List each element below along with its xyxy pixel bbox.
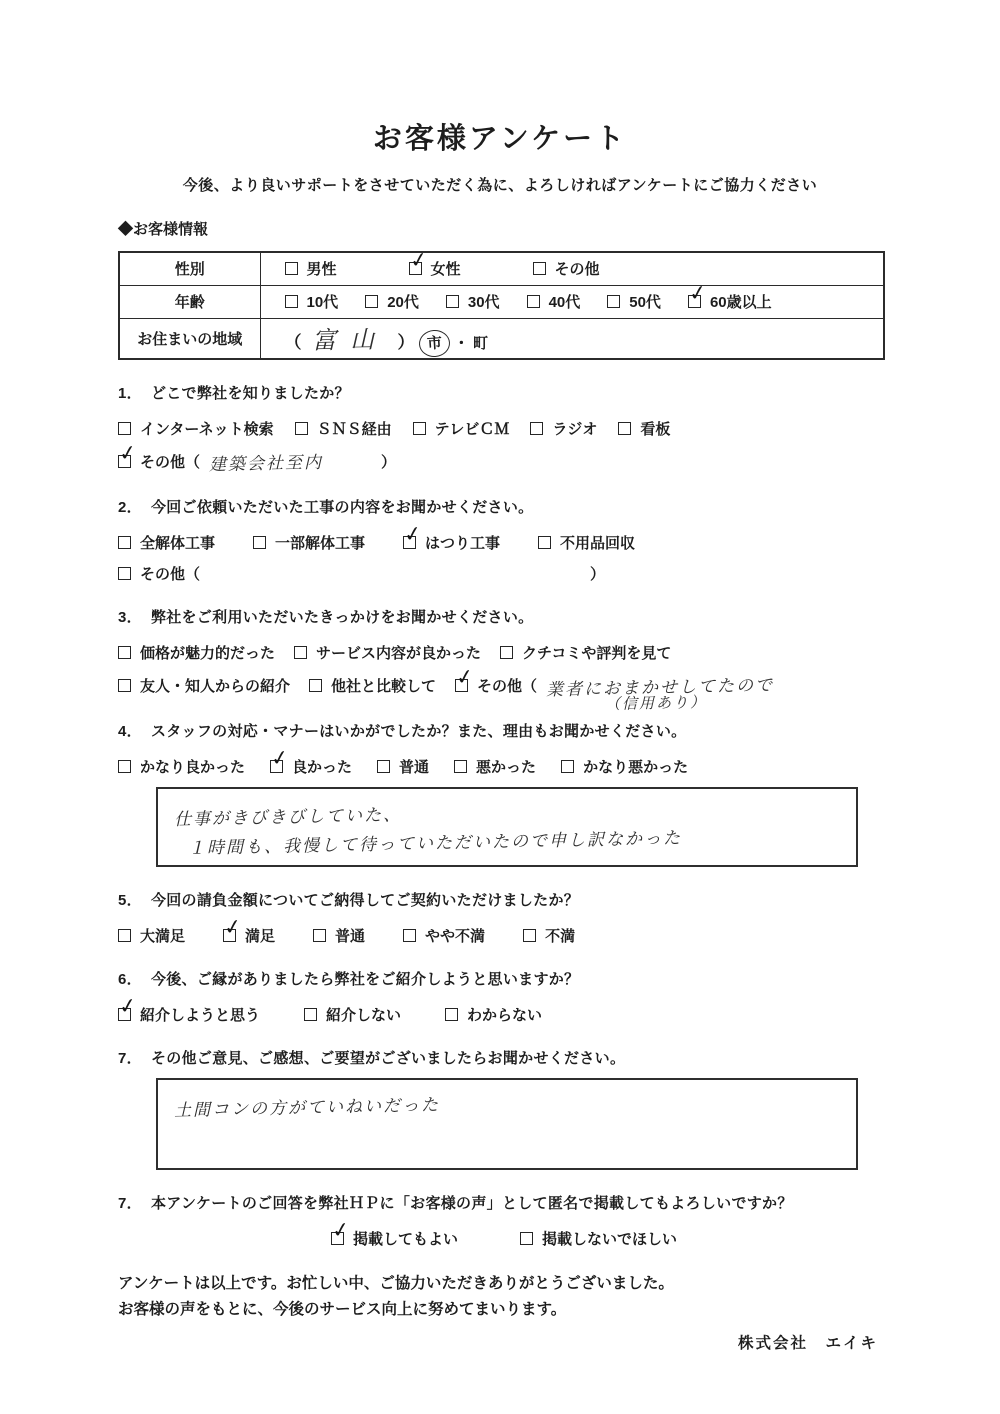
option-label: 40代 bbox=[548, 294, 581, 311]
question-text: 本アンケートのご回答を弊社ＨＰに「お客様の声」として匿名で掲載してもよろしいですか？ bbox=[150, 1194, 793, 1212]
info-row-label: 年齢 bbox=[119, 285, 260, 318]
check-mark-icon: ✓ bbox=[407, 247, 429, 274]
checkbox-option[interactable] bbox=[117, 992, 261, 1025]
paren-close: ） bbox=[590, 565, 606, 583]
checkbox-option[interactable] bbox=[118, 925, 185, 946]
checkbox-icon[interactable] bbox=[403, 929, 416, 942]
question-title bbox=[118, 382, 890, 403]
checkbox-icon[interactable] bbox=[413, 422, 426, 435]
checkbox-icon[interactable] bbox=[285, 262, 298, 275]
question-1 bbox=[118, 382, 890, 474]
info-row-label: 性別 bbox=[119, 252, 260, 285]
checkbox-option[interactable] bbox=[222, 913, 276, 946]
option-label: 掲載しないでほしい bbox=[542, 1230, 678, 1248]
checkbox-option[interactable] bbox=[295, 418, 392, 439]
question-title bbox=[118, 606, 890, 627]
checkbox-checked-icon[interactable] bbox=[222, 913, 244, 942]
question-title bbox=[118, 496, 890, 517]
checkbox-icon[interactable] bbox=[309, 679, 322, 692]
checkbox-icon[interactable] bbox=[304, 1008, 317, 1021]
checkbox-icon[interactable] bbox=[295, 422, 308, 435]
paren-close: ） bbox=[381, 453, 397, 471]
question-title bbox=[118, 1192, 890, 1213]
check-mark-icon: ✓ bbox=[222, 913, 244, 940]
question-number: 3． bbox=[118, 608, 142, 626]
closing-note bbox=[118, 1271, 890, 1323]
checkbox-option[interactable] bbox=[304, 1004, 401, 1025]
checkbox-option[interactable] bbox=[454, 663, 775, 713]
option-label: 悪かった bbox=[476, 758, 537, 776]
checkbox-icon[interactable] bbox=[285, 295, 298, 308]
checkbox-icon[interactable] bbox=[377, 760, 390, 773]
checkbox-option[interactable] bbox=[118, 563, 605, 584]
option-label: 大満足 bbox=[140, 927, 186, 945]
option-label: その他（ bbox=[477, 677, 538, 695]
question-text: 今回の請負金額についてご納得してご契約いただけましたか？ bbox=[150, 891, 580, 909]
checkbox-option[interactable] bbox=[117, 439, 397, 474]
option-label: 20代 bbox=[387, 294, 419, 311]
option-row bbox=[118, 563, 890, 584]
question-7 bbox=[118, 1047, 890, 1170]
option-label: その他 bbox=[554, 261, 600, 279]
question-text: その他ご意見、ご感想、ご要望がございましたらお聞かせください。 bbox=[150, 1049, 626, 1067]
checkbox-option[interactable] bbox=[269, 744, 353, 777]
checkbox-checked-icon[interactable] bbox=[402, 520, 424, 549]
checkbox-option[interactable] bbox=[309, 675, 436, 696]
info-row-value bbox=[260, 279, 884, 318]
option-row bbox=[118, 418, 890, 439]
checkbox-option[interactable] bbox=[118, 532, 215, 553]
checkbox-icon[interactable] bbox=[445, 1008, 458, 1021]
handwritten-answer-line2: （信用あり） bbox=[604, 693, 708, 713]
info-row-value bbox=[260, 318, 884, 359]
questions-section bbox=[118, 382, 890, 1249]
checkbox-option[interactable] bbox=[533, 258, 600, 279]
checkbox-checked-icon[interactable] bbox=[454, 663, 476, 692]
option-label: はつり工事 bbox=[425, 534, 501, 552]
question-number: 1． bbox=[118, 384, 142, 402]
option-label: クチコミや評判を見て bbox=[522, 644, 672, 662]
option-label: 男性 bbox=[306, 261, 337, 279]
checkbox-option[interactable] bbox=[285, 258, 337, 279]
checkbox-icon[interactable] bbox=[454, 760, 467, 773]
option-label: ＳＮＳ経由 bbox=[316, 420, 392, 438]
checkbox-option[interactable] bbox=[454, 756, 536, 777]
checkbox-icon[interactable] bbox=[118, 567, 131, 580]
blank-space bbox=[332, 461, 372, 462]
checkbox-option[interactable] bbox=[607, 291, 661, 312]
option-label: インターネット検索 bbox=[140, 420, 274, 438]
question-text: どこで弊社を知りましたか？ bbox=[150, 384, 350, 402]
checkbox-icon[interactable] bbox=[118, 760, 131, 773]
checkbox-icon[interactable] bbox=[446, 295, 459, 308]
option-label: 全解体工事 bbox=[140, 534, 216, 552]
question-number: 5． bbox=[118, 891, 142, 909]
question-text: 今後、ご縁がありましたら弊社をご紹介しようと思いますか？ bbox=[150, 970, 580, 988]
checkbox-icon[interactable] bbox=[313, 929, 326, 942]
question-title bbox=[118, 968, 890, 989]
checkbox-icon[interactable] bbox=[253, 536, 266, 549]
option-row bbox=[117, 439, 890, 474]
handwritten-answer: 建築会社至内 bbox=[208, 452, 324, 474]
company-name: 株式会社 エイキ bbox=[737, 1334, 878, 1352]
question-number: 2． bbox=[118, 498, 142, 516]
paren-close: ） bbox=[397, 332, 415, 352]
closing-note-line1: アンケートは以上です。お忙しい中、ご協力いただきありがとうございました。 bbox=[118, 1274, 674, 1292]
question-8 bbox=[118, 1192, 890, 1249]
checkbox-option[interactable] bbox=[523, 925, 575, 946]
checkbox-option[interactable] bbox=[446, 291, 500, 312]
question-title bbox=[118, 720, 890, 741]
checkbox-option[interactable] bbox=[294, 642, 481, 663]
option-label: テレビＣＭ bbox=[434, 420, 510, 438]
question-number: 7． bbox=[118, 1049, 142, 1067]
check-mark-icon: ✓ bbox=[117, 992, 139, 1019]
checkbox-option[interactable] bbox=[527, 291, 581, 312]
customer-info-table bbox=[118, 247, 885, 360]
checkbox-option[interactable] bbox=[285, 291, 339, 312]
checkbox-icon[interactable] bbox=[294, 646, 307, 659]
question-3 bbox=[118, 606, 890, 713]
comment-box[interactable] bbox=[156, 787, 858, 867]
checkbox-icon[interactable] bbox=[533, 262, 546, 275]
checkbox-option[interactable] bbox=[330, 1216, 458, 1249]
option-label: その他（ bbox=[140, 565, 201, 583]
option-label: 満足 bbox=[245, 927, 276, 945]
checkbox-option[interactable] bbox=[118, 675, 290, 696]
option-row bbox=[118, 642, 890, 663]
checkbox-option[interactable] bbox=[118, 418, 274, 439]
checkbox-icon[interactable] bbox=[527, 295, 540, 308]
option-label: 女性 bbox=[430, 261, 461, 279]
table-row bbox=[119, 252, 884, 285]
checkbox-icon[interactable] bbox=[118, 646, 131, 659]
handwritten-comment-line: 仕事がきびきびしていた、 bbox=[173, 804, 403, 829]
checkbox-option[interactable] bbox=[445, 1004, 542, 1025]
checkbox-icon[interactable] bbox=[538, 536, 551, 549]
checkbox-option[interactable] bbox=[402, 520, 501, 553]
option-label: 看板 bbox=[640, 420, 671, 438]
option-label: 紹介しない bbox=[326, 1006, 402, 1024]
checkbox-icon[interactable] bbox=[530, 422, 543, 435]
checkbox-option[interactable] bbox=[313, 925, 365, 946]
check-mark-icon: ✓ bbox=[330, 1216, 352, 1243]
question-text: スタッフの対応・マナーはいかがでしたか？また、理由もお聞かせください。 bbox=[150, 722, 687, 740]
option-label: その他（ bbox=[140, 453, 201, 471]
checkbox-option[interactable] bbox=[530, 418, 597, 439]
option-label: 50代 bbox=[629, 294, 661, 311]
option-label: 不満 bbox=[545, 927, 576, 945]
handwritten-region: 富山 bbox=[311, 325, 388, 355]
region-answer bbox=[284, 325, 489, 355]
city-option[interactable]: 市 bbox=[418, 328, 451, 357]
question-title bbox=[118, 889, 890, 910]
checkbox-option[interactable] bbox=[561, 756, 688, 777]
checkbox-option[interactable] bbox=[407, 247, 461, 279]
checkbox-icon[interactable] bbox=[607, 295, 620, 308]
option-row bbox=[118, 913, 890, 946]
checkbox-checked-icon[interactable] bbox=[269, 744, 291, 773]
handwritten-comment-line: １時間も、我慢して待っていただいたので申し訳なかった bbox=[187, 827, 683, 858]
question-text: 今回ご依頼いただいた工事の内容をお聞かせください。 bbox=[150, 498, 534, 516]
checkbox-checked-icon[interactable] bbox=[117, 439, 139, 468]
info-row-label: お住まいの地域 bbox=[119, 318, 260, 359]
option-label: 10代 bbox=[306, 294, 339, 311]
check-mark-icon: ✓ bbox=[402, 520, 424, 547]
option-label: 友人・知人からの紹介 bbox=[140, 677, 291, 695]
checkbox-icon[interactable] bbox=[118, 422, 131, 435]
option-row bbox=[118, 744, 890, 777]
checkbox-option[interactable] bbox=[365, 291, 419, 312]
question-number: 7． bbox=[118, 1194, 142, 1212]
option-label: 30代 bbox=[467, 294, 500, 311]
option-label: かなり良かった bbox=[140, 758, 246, 776]
check-mark-icon: ✓ bbox=[269, 744, 291, 771]
option-label: 掲載してもよい bbox=[352, 1230, 458, 1248]
closing-note-line2: お客様の声をもとに、今後のサービス向上に努めてまいります。 bbox=[118, 1300, 567, 1318]
checkbox-icon[interactable] bbox=[118, 679, 131, 692]
question-2 bbox=[118, 496, 890, 584]
comment-box[interactable] bbox=[156, 1078, 858, 1170]
check-mark-icon: ✓ bbox=[454, 663, 476, 690]
checkbox-checked-icon[interactable] bbox=[687, 279, 709, 308]
question-6 bbox=[118, 968, 890, 1025]
option-label: 良かった bbox=[292, 758, 353, 776]
option-label: わからない bbox=[467, 1006, 543, 1024]
option-label: 60歳以上 bbox=[709, 294, 772, 311]
option-label: かなり悪かった bbox=[583, 758, 689, 776]
question-title bbox=[118, 1047, 890, 1068]
option-row bbox=[118, 663, 890, 713]
option-row bbox=[118, 1216, 890, 1249]
table-row bbox=[119, 318, 884, 359]
page-subtitle: 今後、より良いサポートをさせていただく為に、よろしければアンケートにご協力ください bbox=[182, 177, 818, 194]
checkbox-option[interactable] bbox=[618, 418, 670, 439]
checkbox-icon[interactable] bbox=[500, 646, 513, 659]
option-label: やや不満 bbox=[425, 927, 486, 945]
option-row bbox=[285, 247, 883, 279]
blank-space bbox=[209, 573, 581, 574]
question-number: 4． bbox=[118, 722, 142, 740]
option-label: 紹介しようと思う bbox=[140, 1006, 261, 1024]
option-label: 不用品回収 bbox=[560, 534, 636, 552]
checkbox-option[interactable] bbox=[377, 756, 429, 777]
option-label: 一部解体工事 bbox=[275, 534, 366, 552]
question-number: 6． bbox=[118, 970, 142, 988]
table-row bbox=[119, 285, 884, 318]
option-label: サービス内容が良かった bbox=[316, 644, 482, 662]
option-row bbox=[285, 279, 883, 312]
checkbox-icon[interactable] bbox=[118, 929, 131, 942]
checkbox-option[interactable] bbox=[520, 1228, 677, 1249]
checkbox-icon[interactable] bbox=[365, 295, 378, 308]
customer-info-heading: ◆お客様情報 bbox=[118, 221, 209, 238]
check-mark-icon: ✓ bbox=[117, 439, 139, 466]
paren-open: （ bbox=[284, 332, 302, 352]
checkbox-option[interactable] bbox=[538, 532, 635, 553]
handwritten-comment-line: 土間コンの方がていねいだった bbox=[173, 1094, 441, 1120]
question-text: 弊社をご利用いただいたきっかけをお聞かせください。 bbox=[150, 608, 534, 626]
checkbox-checked-icon[interactable] bbox=[117, 992, 139, 1021]
town-option[interactable]: 町 bbox=[473, 334, 489, 352]
page-title: お客様アンケート bbox=[372, 123, 628, 155]
checkbox-icon[interactable] bbox=[118, 536, 131, 549]
option-row bbox=[118, 520, 890, 553]
checkbox-icon[interactable] bbox=[523, 929, 536, 942]
checkbox-option[interactable] bbox=[500, 642, 671, 663]
checkbox-option[interactable] bbox=[413, 418, 510, 439]
option-label: 他社と比較して bbox=[331, 677, 437, 695]
info-row-value bbox=[260, 247, 884, 285]
option-row bbox=[117, 992, 890, 1025]
checkbox-icon[interactable] bbox=[520, 1232, 533, 1245]
checkbox-option[interactable] bbox=[253, 532, 365, 553]
check-mark-icon: ✓ bbox=[687, 279, 709, 307]
checkbox-icon[interactable] bbox=[561, 760, 574, 773]
checkbox-option[interactable] bbox=[687, 279, 772, 312]
option-label: 価格が魅力的だった bbox=[140, 644, 276, 662]
checkbox-icon[interactable] bbox=[618, 422, 631, 435]
checkbox-option[interactable] bbox=[403, 925, 485, 946]
option-label: 普通 bbox=[335, 927, 366, 945]
question-4 bbox=[118, 720, 890, 867]
checkbox-option[interactable] bbox=[118, 642, 275, 663]
handwritten-answer: 業者におまかせしてたので bbox=[545, 675, 775, 699]
option-label: ラジオ bbox=[552, 420, 598, 438]
checkbox-checked-icon[interactable] bbox=[330, 1216, 352, 1245]
checkbox-option[interactable] bbox=[118, 756, 245, 777]
option-label: 普通 bbox=[399, 758, 430, 776]
question-5 bbox=[118, 889, 890, 946]
separator-dot: ・ bbox=[449, 334, 474, 352]
checkbox-checked-icon[interactable] bbox=[407, 247, 429, 275]
